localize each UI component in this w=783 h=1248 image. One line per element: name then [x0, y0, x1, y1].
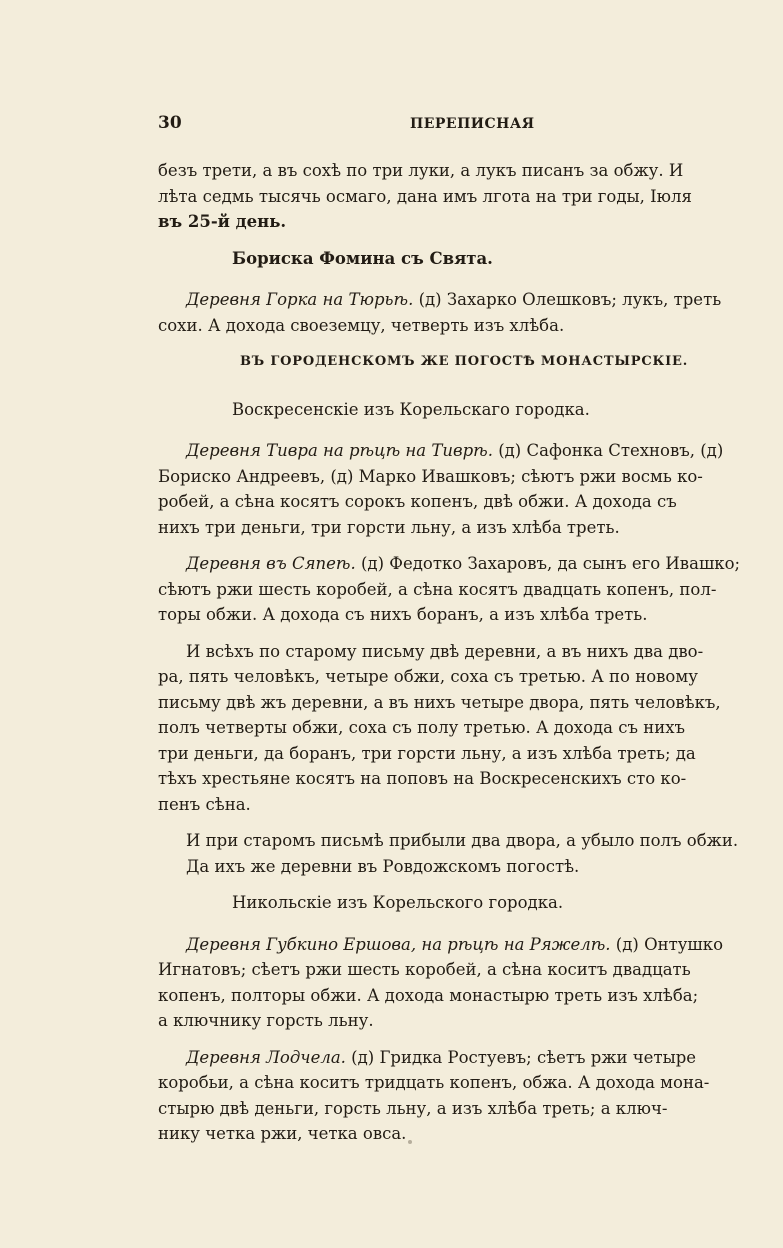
text-line: ра, пять человѣкъ, четыре обжи, соха съ третью. А по новому	[158, 667, 698, 686]
paragraph-lodchela	[158, 1045, 778, 1147]
caps-heading-gorodensky: ВЪ ГОРОДЕНСКОМЪ ЖЕ ПОГОСТѢ МОНАСТЫРСКІЕ.	[240, 354, 689, 369]
text-line: три деньги, да боранъ, три горсти льну, а изъ хлѣба треть; да	[158, 743, 696, 763]
paragraph-1	[158, 158, 778, 235]
text-line: полъ четверты обжи, соха съ полу третью. А дохода съ нихъ	[158, 718, 686, 737]
text-line: сохи. А дохода своеземцу, четверть изъ хлѣба.	[158, 315, 565, 335]
section-heading-nikolskie: Никольскіе изъ Корельского городка.	[232, 893, 564, 912]
text-line: пенъ сѣна.	[158, 794, 251, 814]
text-line	[158, 1045, 778, 1071]
text-line: торы обжи. А дохода съ нихъ боранъ, а изъ хлѣба треть.	[158, 605, 648, 624]
text-line: сѣютъ ржи шесть коробей, а сѣна косятъ двадцать копенъ, пол-	[158, 579, 717, 599]
print-speck	[408, 1140, 412, 1144]
running-title: ПЕРЕПИСНАЯ	[410, 116, 535, 132]
text-span: (д) Захарко Олешковъ; лукъ, треть	[413, 290, 722, 309]
text-line: робей, а сѣна косятъ сорокъ копенъ, двѣ обжи. А дохода съ	[158, 492, 677, 511]
paragraph-gorka	[158, 287, 778, 338]
text-line: въ 25-й день.	[158, 212, 287, 231]
text-line: лѣта седмь тысячь осмаго, дана имъ лгота на три годы, Іюля	[158, 186, 692, 206]
text-line: коробьи, а сѣна коситъ тридцать копенъ, обжа. А дохода мона-	[158, 1073, 710, 1092]
text-line: И всѣхъ по старому письму двѣ деревни, а въ нихъ два дво-	[186, 641, 704, 661]
paragraph-gubkino	[158, 932, 778, 1034]
text-line	[158, 932, 778, 958]
page-body	[158, 158, 778, 1158]
text-line: безъ трети, а въ сохѣ по три луки, а лукъ писанъ за обжу. И	[158, 161, 684, 180]
text-line	[158, 287, 778, 313]
text-line: Игнатовъ; сѣетъ ржи шесть коробей, а сѣна коситъ двадцать	[158, 960, 691, 979]
paragraph-old-census	[158, 828, 778, 879]
section-heading-boriska: Бориска Фомина съ Свята.	[232, 248, 493, 268]
text-line: копенъ, полторы обжи. А дохода монастырю треть изъ хлѣба;	[158, 985, 699, 1005]
village-name: Деревня въ Сяпеѣ.	[186, 554, 356, 573]
paragraph-syapea	[158, 551, 778, 628]
text-line: нихъ три деньги, три горсти льну, а изъ хлѣба треть.	[158, 517, 620, 537]
village-name: Деревня Тивра на рѣцѣ на Тиврѣ.	[186, 441, 493, 460]
section-heading-voskresenskie: Воскресенскіе изъ Корельскаго городка.	[232, 399, 590, 419]
text-line: письму двѣ жъ деревни, а въ нихъ четыре двора, пять человѣкъ,	[158, 692, 721, 712]
text-line: стырю двѣ деньги, горсть льну, а изъ хлѣба треть; а ключ-	[158, 1098, 668, 1118]
text-span: (д) Онтушко	[610, 934, 724, 954]
village-name: Деревня Лодчела.	[186, 1047, 346, 1067]
text-line	[158, 551, 778, 577]
text-line: Бориско Андреевъ, (д) Марко Ивашковъ; сѣютъ ржи восмь ко-	[158, 466, 703, 486]
text-line: нику четка ржи, четка овса.	[158, 1124, 407, 1143]
text-line: Да ихъ же деревни въ Ровдожскомъ погостѣ.	[186, 856, 580, 876]
text-line: а ключнику горсть льну.	[158, 1011, 374, 1030]
text-line	[158, 438, 778, 464]
text-span: (д) Сафонка Стехновъ, (д)	[492, 441, 724, 460]
village-name: Деревня Горка на Тюрьѣ.	[186, 290, 414, 309]
page-header	[158, 113, 538, 135]
paragraph-summary	[158, 639, 778, 818]
page-number: 30	[158, 113, 182, 133]
village-name: Деревня Губкино Ершова, на рѣцѣ на Ряжелѣ.	[186, 934, 611, 954]
text-line: тѣхъ хрестьяне косятъ на поповъ на Воскресенскихъ сто ко-	[158, 769, 687, 788]
text-line: И при старомъ письмѣ прибыли два двора, а убыло полъ обжи.	[186, 831, 739, 850]
text-span: (д) Федотко Захаровъ, да сынъ его Ивашко;	[355, 554, 741, 573]
paragraph-tivra	[158, 438, 778, 540]
text-span: (д) Гридка Ростуевъ; сѣетъ ржи четыре	[345, 1047, 697, 1067]
